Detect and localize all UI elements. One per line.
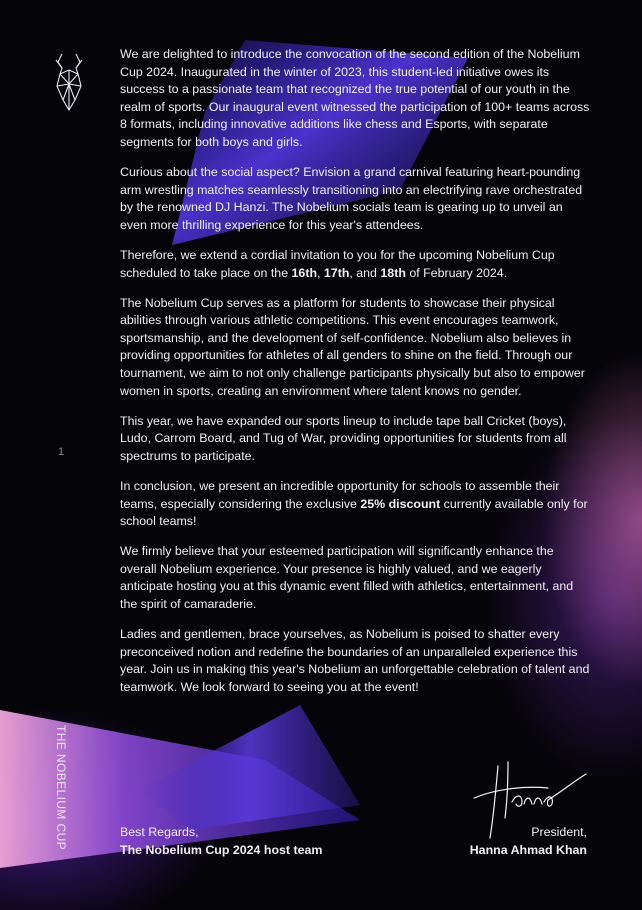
closing-left	[120, 824, 322, 859]
paragraph-social: Curious about the social aspect? Envision a grand carnival featuring heart-pounding arm wrestling matches seamlessly transitioning into an electrifying rave orchestrated by the renowned DJ Hanzi. The Nobelium socials team is gearing up to unveil an even more thrilling experience for this year's attendees.	[120, 165, 583, 232]
paragraph-lineup: This year, we have expanded our sports lineup to include tape ball Cricket (boys), Ludo, Carrom Board, and Tug of War, providing opportunities for students from all spectrums to participate.	[120, 413, 567, 463]
host-team-name: The Nobelium Cup 2024 host team	[120, 842, 323, 857]
conclusion-text-end: currently available only for school teams!	[120, 496, 588, 529]
date-17th: 17th	[323, 265, 350, 280]
regards-text: Best Regards,	[120, 825, 199, 839]
signer-name: Hanna Ahmad Khan	[469, 842, 587, 857]
stag-head-logo-icon	[48, 50, 90, 114]
side-title: THE NOBELIUM CUP	[54, 725, 68, 851]
invitation-text-end: of February 2024.	[405, 265, 508, 280]
closing-right	[470, 824, 587, 859]
paragraph-invitation	[120, 247, 590, 282]
letter-body	[120, 46, 590, 709]
date-16th: 16th	[291, 265, 318, 280]
paragraph-participation: We firmly believe that your esteemed participation will significantly enhance the overall Nobelium experience. Your presence is highly valued, and we eagerly anticipate hosting you at this dynamic event filled with athletics, entertainment, and the spirit of camaraderie.	[120, 544, 574, 612]
paragraph-platform: The Nobelium Cup serves as a platform for students to showcase their physical abilities through various athletic competitions. This event encourages teamwork, sportsmanship, and the development of self-confidence. Nobelium also believes in providing opportunities for athletes of all genders to shine on the field. Through our tournament, we aim to not only challenge participants physically but also to empower women in sports, creating an environment where talent knows no gender.	[120, 295, 585, 398]
paragraph-final: Ladies and gentlemen, brace yourselves, as Nobelium is poised to shatter every preconceived notion and redefine the boundaries of an unparalleled experience this year. Join us in making this year's Nobelium an unforgettable celebration of talent and teamwork. We look forward to seeing you at the event!	[120, 627, 590, 694]
date-18th: 18th	[380, 265, 406, 280]
separator: , and	[349, 265, 381, 280]
page-number: 1	[58, 446, 65, 458]
invitation-text: Therefore, we extend a cordial invitation to you for the upcoming Nobelium Cup scheduled to take place on the	[120, 247, 555, 280]
conclusion-text: In conclusion, we present an incredible opportunity for schools to assemble their teams, especially considering the exclusive	[120, 478, 560, 511]
discount-highlight: 25% discount	[360, 496, 441, 511]
separator: ,	[317, 265, 324, 280]
signer-role: President,	[531, 825, 587, 839]
paragraph-conclusion	[120, 478, 590, 531]
paragraph-intro: We are delighted to introduce the convocation of the second edition of the Nobelium Cup 2024. Inaugurated in the winter of 2023, this student-led initiative owes its success to a passionate team that recognized the true potential of our youth in the realm of sports. Our inaugural event witnessed the participation of 100+ teams across 8 formats, including innovative additions like chess and Esports, with separate segments for both boys and girls.	[120, 47, 590, 149]
